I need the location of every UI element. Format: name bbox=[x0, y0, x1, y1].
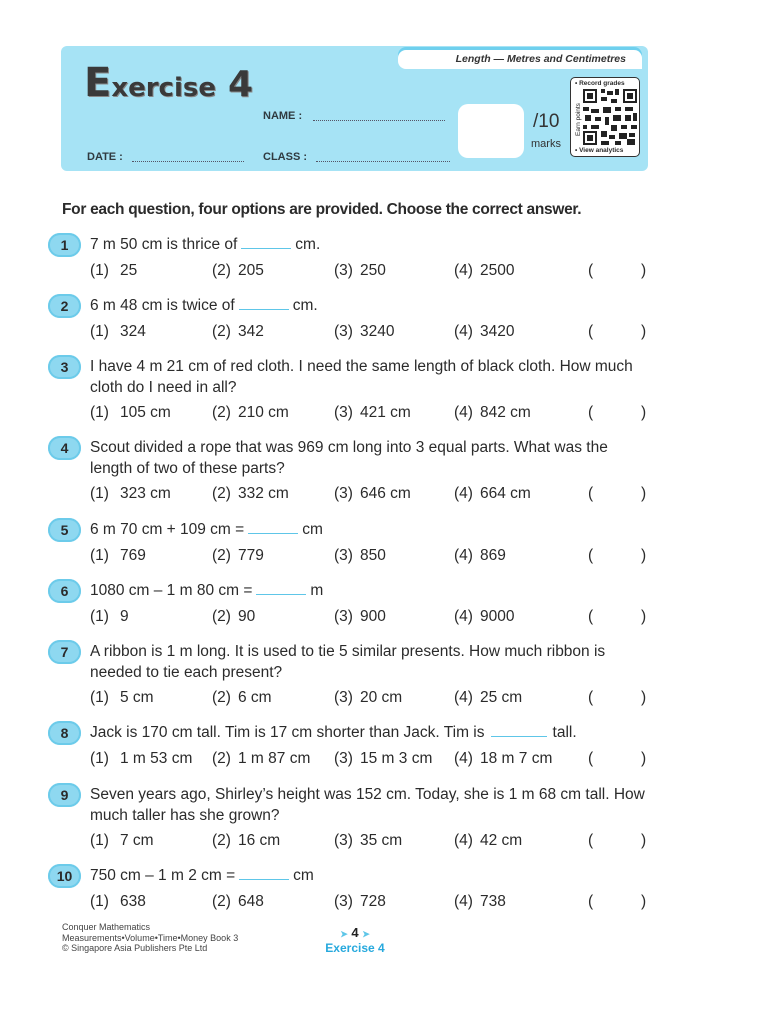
answer-blank bbox=[248, 522, 298, 534]
option-4[interactable]: (4) 3420 bbox=[454, 323, 515, 340]
instructions: For each question, four options are provided. Choose the correct answer. bbox=[62, 201, 582, 218]
options-row bbox=[90, 547, 650, 567]
answer-blank bbox=[239, 298, 289, 310]
qr-bottom-text: • View analytics bbox=[575, 147, 624, 154]
answer-blank bbox=[491, 725, 547, 737]
footer-copyright: © Singapore Asia Publishers Pte Ltd bbox=[62, 943, 208, 953]
option-4[interactable]: (4) 9000 bbox=[454, 608, 515, 625]
question-number-badge: 7 bbox=[48, 640, 81, 664]
answer-bracket-close[interactable]: ) bbox=[641, 893, 647, 910]
answer-bracket-close[interactable]: ) bbox=[641, 404, 647, 421]
option-3[interactable]: (3) 3240 bbox=[334, 323, 395, 340]
question-text: 750 cm – 1 m 2 cm = cm bbox=[90, 867, 314, 884]
answer-bracket-close[interactable]: ) bbox=[641, 262, 647, 279]
exercise-number: 4 bbox=[228, 64, 254, 105]
qr-side-text: Earn points bbox=[574, 103, 582, 136]
question-text: Jack is 170 cm tall. Tim is 17 cm shorter than Jack. Tim is tall. bbox=[90, 724, 577, 741]
answer-bracket-open[interactable]: ( bbox=[588, 689, 594, 706]
score-total: /10 bbox=[533, 111, 560, 132]
options-row bbox=[90, 404, 650, 424]
qr-top-text: • Record grades bbox=[575, 80, 625, 87]
question-6 bbox=[48, 579, 648, 631]
page-number: ➤ 4 ➤ bbox=[340, 925, 370, 940]
date-field[interactable] bbox=[132, 161, 244, 162]
option-1[interactable]: (1) 324 bbox=[90, 323, 146, 340]
answer-bracket-open[interactable]: ( bbox=[588, 547, 594, 564]
footer-credits bbox=[62, 922, 238, 954]
footer-series: Conquer Mathematics bbox=[62, 922, 151, 932]
wing-left-icon: ➤ bbox=[340, 929, 348, 939]
option-2[interactable]: (2) 6 cm bbox=[212, 689, 272, 706]
option-3[interactable]: (3) 850 bbox=[334, 547, 386, 564]
score-unit: marks bbox=[531, 138, 561, 150]
options-row bbox=[90, 262, 650, 282]
wing-right-icon: ➤ bbox=[362, 929, 370, 939]
question-text: 6 m 48 cm is twice of cm. bbox=[90, 297, 318, 314]
option-1[interactable]: (1) 1 m 53 cm bbox=[90, 750, 193, 767]
class-field[interactable] bbox=[316, 161, 450, 162]
option-2[interactable]: (2) 210 cm bbox=[212, 404, 289, 421]
answer-bracket-open[interactable]: ( bbox=[588, 404, 594, 421]
answer-bracket-close[interactable]: ) bbox=[641, 547, 647, 564]
answer-bracket-open[interactable]: ( bbox=[588, 262, 594, 279]
footer-exercise-label: Exercise 4 bbox=[325, 941, 385, 955]
options-row bbox=[90, 893, 650, 913]
exercise-title-rest: xercise bbox=[111, 73, 216, 103]
option-3[interactable]: (3) 728 bbox=[334, 893, 386, 910]
option-2[interactable]: (2) 779 bbox=[212, 547, 264, 564]
option-2[interactable]: (2) 648 bbox=[212, 893, 264, 910]
option-1[interactable]: (1) 769 bbox=[90, 547, 146, 564]
question-number-badge: 5 bbox=[48, 518, 81, 542]
option-2[interactable]: (2) 332 cm bbox=[212, 485, 289, 502]
topic-label: Length — Metres and Centimetres bbox=[455, 53, 626, 65]
question-text: 6 m 70 cm + 109 cm = cm bbox=[90, 521, 323, 538]
options-row bbox=[90, 485, 650, 505]
option-1[interactable]: (1) 7 cm bbox=[90, 832, 154, 849]
option-3[interactable]: (3) 15 m 3 cm bbox=[334, 750, 433, 767]
option-2[interactable]: (2) 90 bbox=[212, 608, 256, 625]
question-number-badge: 3 bbox=[48, 355, 81, 379]
answer-bracket-close[interactable]: ) bbox=[641, 608, 647, 625]
answer-blank bbox=[256, 583, 306, 595]
option-3[interactable]: (3) 900 bbox=[334, 608, 386, 625]
option-1[interactable]: (1) 323 cm bbox=[90, 485, 171, 502]
answer-bracket-close[interactable]: ) bbox=[641, 689, 647, 706]
topic-tab bbox=[398, 50, 642, 69]
option-3[interactable]: (3) 35 cm bbox=[334, 832, 403, 849]
question-1 bbox=[48, 233, 648, 285]
option-2[interactable]: (2) 16 cm bbox=[212, 832, 281, 849]
option-4[interactable]: (4) 25 cm bbox=[454, 689, 523, 706]
question-number-badge: 1 bbox=[48, 233, 81, 257]
answer-blank bbox=[239, 868, 289, 880]
exercise-title bbox=[84, 60, 253, 106]
exercise-title-initial: E bbox=[84, 60, 112, 106]
answer-bracket-open[interactable]: ( bbox=[588, 323, 594, 340]
name-label: NAME : bbox=[263, 110, 303, 122]
option-2[interactable]: (2) 342 bbox=[212, 323, 264, 340]
answer-bracket-close[interactable]: ) bbox=[641, 832, 647, 849]
qr-code-icon bbox=[583, 89, 637, 145]
option-1[interactable]: (1) 5 cm bbox=[90, 689, 154, 706]
footer-book: Measurements•Volume•Time•Money Book 3 bbox=[62, 932, 239, 943]
options-row bbox=[90, 608, 650, 628]
option-4[interactable]: (4) 842 cm bbox=[454, 404, 531, 421]
option-1[interactable]: (1) 638 bbox=[90, 893, 146, 910]
name-field[interactable] bbox=[313, 120, 445, 121]
option-3[interactable]: (3) 250 bbox=[334, 262, 386, 279]
answer-bracket-close[interactable]: ) bbox=[641, 750, 647, 767]
answer-bracket-close[interactable]: ) bbox=[641, 485, 647, 502]
question-3 bbox=[48, 355, 648, 427]
question-text: I have 4 m 21 cm of red cloth. I need the same length of black cloth. How much cloth do I need in all? bbox=[90, 358, 633, 396]
score-box[interactable] bbox=[458, 104, 524, 158]
question-text: A ribbon is 1 m long. It is used to tie 5 similar presents. How much ribbon is needed to tie each present? bbox=[90, 643, 606, 681]
options-row bbox=[90, 750, 650, 770]
option-4[interactable]: (4) 869 bbox=[454, 547, 506, 564]
options-row bbox=[90, 689, 650, 709]
question-8 bbox=[48, 721, 648, 773]
qr-card[interactable] bbox=[570, 77, 640, 157]
option-2[interactable]: (2) 205 bbox=[212, 262, 264, 279]
question-number-badge: 2 bbox=[48, 294, 81, 318]
answer-bracket-open[interactable]: ( bbox=[588, 893, 594, 910]
options-row bbox=[90, 323, 650, 343]
options-row bbox=[90, 832, 650, 852]
class-label: CLASS : bbox=[263, 151, 307, 163]
date-label: DATE : bbox=[87, 151, 123, 163]
answer-blank bbox=[241, 237, 291, 249]
option-3[interactable]: (3) 421 cm bbox=[334, 404, 411, 421]
question-2 bbox=[48, 294, 648, 346]
question-number-badge: 4 bbox=[48, 436, 81, 460]
question-10 bbox=[48, 864, 648, 916]
option-4[interactable]: (4) 664 cm bbox=[454, 485, 531, 502]
question-number-badge: 8 bbox=[48, 721, 81, 745]
answer-bracket-close[interactable]: ) bbox=[641, 323, 647, 340]
answer-bracket-open[interactable]: ( bbox=[588, 485, 594, 502]
option-2[interactable]: (2) 1 m 87 cm bbox=[212, 750, 311, 767]
option-4[interactable]: (4) 42 cm bbox=[454, 832, 523, 849]
question-5 bbox=[48, 518, 648, 570]
question-text: 7 m 50 cm is thrice of cm. bbox=[90, 236, 321, 253]
question-number-badge: 10 bbox=[48, 864, 81, 888]
option-3[interactable]: (3) 646 cm bbox=[334, 485, 411, 502]
question-text: Scout divided a rope that was 969 cm long into 3 equal parts. What was the length of two of these parts? bbox=[90, 439, 608, 477]
option-1[interactable]: (1) 105 cm bbox=[90, 404, 171, 421]
answer-bracket-open[interactable]: ( bbox=[588, 608, 594, 625]
question-7 bbox=[48, 640, 648, 712]
option-3[interactable]: (3) 20 cm bbox=[334, 689, 403, 706]
question-number-badge: 9 bbox=[48, 783, 81, 807]
question-text: Seven years ago, Shirley’s height was 152 cm. Today, she is 1 m 68 cm tall. How much taller has she grown? bbox=[90, 786, 645, 824]
answer-bracket-open[interactable]: ( bbox=[588, 832, 594, 849]
option-1[interactable]: (1) 9 bbox=[90, 608, 129, 625]
option-4[interactable]: (4) 18 m 7 cm bbox=[454, 750, 553, 767]
question-9 bbox=[48, 783, 648, 855]
answer-bracket-open[interactable]: ( bbox=[588, 750, 594, 767]
question-4 bbox=[48, 436, 648, 508]
question-text: 1080 cm – 1 m 80 cm = m bbox=[90, 582, 324, 599]
option-4[interactable]: (4) 738 bbox=[454, 893, 506, 910]
question-number-badge: 6 bbox=[48, 579, 81, 603]
option-4[interactable]: (4) 2500 bbox=[454, 262, 515, 279]
option-1[interactable]: (1) 25 bbox=[90, 262, 138, 279]
